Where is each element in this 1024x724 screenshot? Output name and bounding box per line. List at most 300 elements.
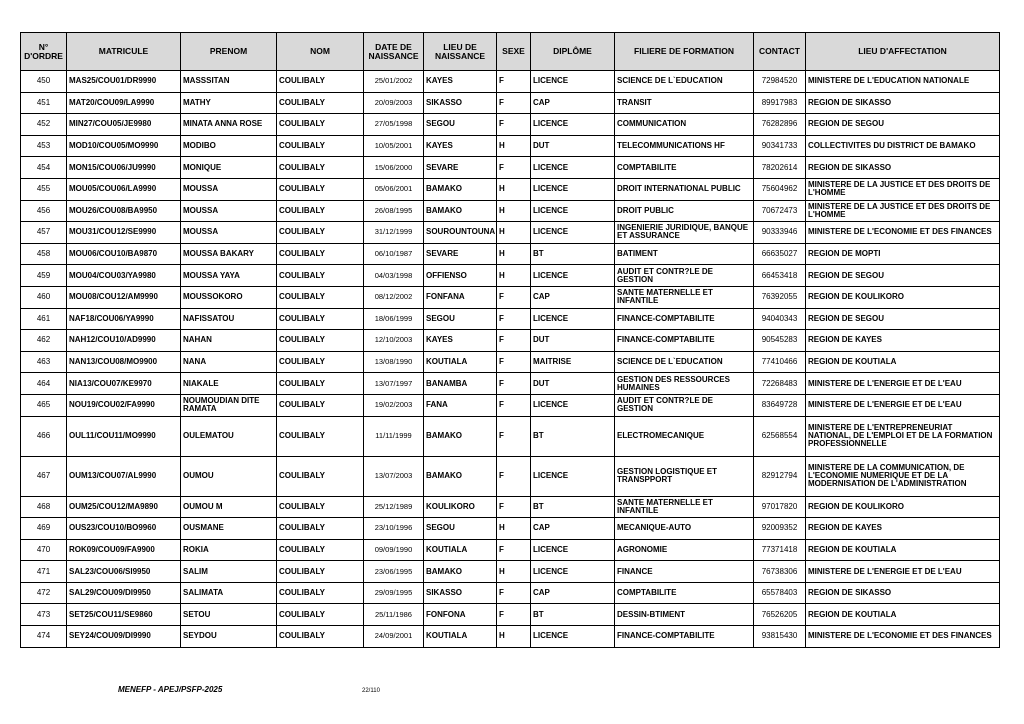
cell-lieu-naissance: BANAMBA [424, 373, 497, 395]
cell-diplome: LICENCE [531, 71, 615, 93]
table-row [21, 308, 1000, 330]
table-row [21, 626, 1000, 648]
cell-prenom: MATHY [181, 92, 277, 114]
cell-filiere: ELECTROMECANIQUE [615, 416, 754, 456]
cell-sexe: H [497, 222, 531, 244]
cell-sexe: F [497, 157, 531, 179]
cell-matricule: OUM25/COU12/MA9890 [67, 496, 181, 518]
cell-matricule: SEY24/COU09/DI9990 [67, 626, 181, 648]
cell-ordre: 457 [21, 222, 67, 244]
cell-lieu-naissance: KAYES [424, 330, 497, 352]
cell-filiere: BATIMENT [615, 243, 754, 265]
cell-nom: COULIBALY [277, 92, 364, 114]
cell-affectation: REGION DE SEGOU [806, 114, 1000, 136]
cell-prenom: OUMOU M [181, 496, 277, 518]
cell-date-naissance: 13/07/2003 [364, 456, 424, 496]
cell-lieu-naissance: SOUROUNTOUNA [424, 222, 497, 244]
cell-filiere: TRANSIT [615, 92, 754, 114]
cell-matricule: MOU05/COU06/LA9990 [67, 178, 181, 200]
cell-nom: COULIBALY [277, 351, 364, 373]
cell-contact: 72984520 [754, 71, 806, 93]
cell-prenom: SEYDOU [181, 626, 277, 648]
cell-matricule: NOU19/COU02/FA9990 [67, 394, 181, 416]
cell-matricule: NAH12/COU10/AD9990 [67, 330, 181, 352]
cell-diplome: DUT [531, 373, 615, 395]
cell-contact: 90333946 [754, 222, 806, 244]
cell-filiere: FINANCE-COMPTABILITE [615, 330, 754, 352]
cell-sexe: F [497, 308, 531, 330]
cell-affectation: REGION DE KAYES [806, 518, 1000, 540]
header-matricule: MATRICULE [67, 33, 181, 71]
cell-matricule: MOU26/COU08/BA9950 [67, 200, 181, 222]
cell-filiere: DROIT INTERNATIONAL PUBLIC [615, 178, 754, 200]
cell-ordre: 452 [21, 114, 67, 136]
cell-ordre: 459 [21, 265, 67, 287]
cell-ordre: 474 [21, 626, 67, 648]
cell-ordre: 450 [21, 71, 67, 93]
table-body [21, 71, 1000, 648]
cell-prenom: MOUSSA [181, 222, 277, 244]
cell-date-naissance: 08/12/2002 [364, 286, 424, 308]
cell-nom: COULIBALY [277, 330, 364, 352]
cell-sexe: H [497, 518, 531, 540]
cell-ordre: 469 [21, 518, 67, 540]
cell-sexe: F [497, 351, 531, 373]
cell-lieu-naissance: SEGOU [424, 114, 497, 136]
cell-matricule: NAN13/COU08/MO9900 [67, 351, 181, 373]
cell-diplome: BT [531, 496, 615, 518]
cell-affectation: MINISTERE DE LA JUSTICE ET DES DROITS DE L'HOMME [806, 178, 1000, 200]
header-prenom: PRENOM [181, 33, 277, 71]
cell-diplome: LICENCE [531, 157, 615, 179]
cell-ordre: 460 [21, 286, 67, 308]
cell-filiere: SCIENCE DE L`EDUCATION [615, 351, 754, 373]
cell-contact: 66453418 [754, 265, 806, 287]
cell-filiere: TELECOMMUNICATIONS HF [615, 135, 754, 157]
table-row [21, 286, 1000, 308]
cell-date-naissance: 24/09/2001 [364, 626, 424, 648]
cell-lieu-naissance: SIKASSO [424, 92, 497, 114]
cell-lieu-naissance: KOUTIALA [424, 626, 497, 648]
cell-prenom: SALIMATA [181, 582, 277, 604]
cell-prenom: MINATA ANNA ROSE [181, 114, 277, 136]
table-row [21, 71, 1000, 93]
cell-diplome: LICENCE [531, 308, 615, 330]
cell-sexe: H [497, 243, 531, 265]
cell-filiere: MECANIQUE-AUTO [615, 518, 754, 540]
cell-matricule: NAF18/COU06/YA9990 [67, 308, 181, 330]
cell-affectation: MINISTERE DE L'ENERGIE ET DE L'EAU [806, 561, 1000, 583]
header-lieu-naissance: LIEU DE NAISSANCE [424, 33, 497, 71]
cell-filiere: DESSIN-BTIMENT [615, 604, 754, 626]
cell-sexe: H [497, 265, 531, 287]
cell-matricule: ROK09/COU09/FA9900 [67, 539, 181, 561]
cell-contact: 77371418 [754, 539, 806, 561]
cell-ordre: 455 [21, 178, 67, 200]
cell-sexe: F [497, 604, 531, 626]
cell-contact: 76392055 [754, 286, 806, 308]
cell-nom: COULIBALY [277, 456, 364, 496]
cell-lieu-naissance: BAMAKO [424, 416, 497, 456]
cell-lieu-naissance: KOULIKORO [424, 496, 497, 518]
cell-matricule: MOU04/COU03/YA9980 [67, 265, 181, 287]
cell-ordre: 454 [21, 157, 67, 179]
cell-date-naissance: 09/09/1990 [364, 539, 424, 561]
cell-matricule: MAS25/COU01/DR9990 [67, 71, 181, 93]
cell-lieu-naissance: KOUTIALA [424, 539, 497, 561]
cell-diplome: CAP [531, 518, 615, 540]
cell-ordre: 458 [21, 243, 67, 265]
cell-prenom: MOUSSA [181, 200, 277, 222]
cell-lieu-naissance: SEGOU [424, 308, 497, 330]
header-sexe: SEXE [497, 33, 531, 71]
cell-lieu-naissance: SEGOU [424, 518, 497, 540]
cell-ordre: 467 [21, 456, 67, 496]
cell-date-naissance: 25/11/1986 [364, 604, 424, 626]
cell-sexe: F [497, 330, 531, 352]
table-row [21, 243, 1000, 265]
cell-prenom: OULEMATOU [181, 416, 277, 456]
cell-affectation: MINISTERE DE L'ENERGIE ET DE L'EAU [806, 394, 1000, 416]
cell-contact: 89917983 [754, 92, 806, 114]
cell-prenom: NAFISSATOU [181, 308, 277, 330]
cell-nom: COULIBALY [277, 496, 364, 518]
cell-filiere: COMPTABILITE [615, 157, 754, 179]
cell-lieu-naissance: BAMAKO [424, 561, 497, 583]
cell-nom: COULIBALY [277, 626, 364, 648]
table-row [21, 561, 1000, 583]
cell-nom: COULIBALY [277, 243, 364, 265]
cell-date-naissance: 04/03/1998 [364, 265, 424, 287]
cell-ordre: 470 [21, 539, 67, 561]
cell-prenom: SETOU [181, 604, 277, 626]
cell-diplome: LICENCE [531, 539, 615, 561]
cell-filiere: COMMUNICATION [615, 114, 754, 136]
cell-nom: COULIBALY [277, 539, 364, 561]
cell-diplome: DUT [531, 330, 615, 352]
cell-diplome: LICENCE [531, 222, 615, 244]
cell-affectation: MINISTERE DE L'EDUCATION NATIONALE [806, 71, 1000, 93]
cell-matricule: MIN27/COU05/JE9980 [67, 114, 181, 136]
table-row [21, 200, 1000, 222]
table-row [21, 135, 1000, 157]
cell-contact: 65578403 [754, 582, 806, 604]
cell-date-naissance: 18/06/1999 [364, 308, 424, 330]
cell-matricule: MOD10/COU05/MO9990 [67, 135, 181, 157]
header-filiere: FILIERE DE FORMATION [615, 33, 754, 71]
cell-diplome: BT [531, 416, 615, 456]
cell-sexe: F [497, 496, 531, 518]
cell-contact: 77410466 [754, 351, 806, 373]
cell-matricule: NIA13/COU07/KE9970 [67, 373, 181, 395]
cell-date-naissance: 25/12/1989 [364, 496, 424, 518]
cell-matricule: OUM13/COU07/AL9990 [67, 456, 181, 496]
cell-diplome: BT [531, 243, 615, 265]
cell-date-naissance: 19/02/2003 [364, 394, 424, 416]
cell-contact: 97017820 [754, 496, 806, 518]
cell-nom: COULIBALY [277, 114, 364, 136]
cell-lieu-naissance: SEVARE [424, 243, 497, 265]
table-row [21, 496, 1000, 518]
cell-affectation: REGION DE KOULIKORO [806, 496, 1000, 518]
cell-diplome: LICENCE [531, 626, 615, 648]
cell-matricule: MAT20/COU09/LA9990 [67, 92, 181, 114]
cell-lieu-naissance: FONFONA [424, 604, 497, 626]
cell-diplome: MAITRISE [531, 351, 615, 373]
cell-nom: COULIBALY [277, 286, 364, 308]
cell-date-naissance: 25/01/2002 [364, 71, 424, 93]
cell-prenom: MASSSITAN [181, 71, 277, 93]
cell-prenom: NANA [181, 351, 277, 373]
cell-filiere: AUDIT ET CONTR?LE DE GESTION [615, 394, 754, 416]
cell-affectation: REGION DE SIKASSO [806, 582, 1000, 604]
cell-date-naissance: 27/05/1998 [364, 114, 424, 136]
cell-diplome: CAP [531, 286, 615, 308]
table-row [21, 518, 1000, 540]
cell-prenom: MOUSSA YAYA [181, 265, 277, 287]
cell-filiere: FINANCE-COMPTABILITE [615, 626, 754, 648]
cell-contact: 83649728 [754, 394, 806, 416]
cell-nom: COULIBALY [277, 604, 364, 626]
cell-affectation: MINISTERE DE L'ENTREPRENEURIAT NATIONAL, DE L'EMPLOI ET DE LA FORMATION PROFESSIONNELLE [806, 416, 1000, 456]
cell-ordre: 471 [21, 561, 67, 583]
cell-matricule: SAL23/COU06/SI9950 [67, 561, 181, 583]
cell-diplome: LICENCE [531, 456, 615, 496]
cell-ordre: 463 [21, 351, 67, 373]
cell-diplome: LICENCE [531, 561, 615, 583]
cell-matricule: SAL29/COU09/DI9950 [67, 582, 181, 604]
cell-affectation: MINISTERE DE L'ECONOMIE ET DES FINANCES [806, 222, 1000, 244]
cell-ordre: 472 [21, 582, 67, 604]
cell-affectation: COLLECTIVITES DU DISTRICT DE BAMAKO [806, 135, 1000, 157]
cell-date-naissance: 10/05/2001 [364, 135, 424, 157]
cell-date-naissance: 12/10/2003 [364, 330, 424, 352]
cell-affectation: REGION DE SIKASSO [806, 157, 1000, 179]
cell-prenom: MOUSSA [181, 178, 277, 200]
cell-date-naissance: 13/08/1990 [364, 351, 424, 373]
cell-affectation: REGION DE SEGOU [806, 308, 1000, 330]
cell-diplome: CAP [531, 92, 615, 114]
cell-filiere: FINANCE [615, 561, 754, 583]
cell-ordre: 451 [21, 92, 67, 114]
cell-date-naissance: 11/11/1999 [364, 416, 424, 456]
cell-filiere: AGRONOMIE [615, 539, 754, 561]
cell-contact: 76282896 [754, 114, 806, 136]
cell-diplome: CAP [531, 582, 615, 604]
cell-ordre: 466 [21, 416, 67, 456]
cell-filiere: COMPTABILITE [615, 582, 754, 604]
cell-diplome: LICENCE [531, 265, 615, 287]
cell-date-naissance: 05/06/2001 [364, 178, 424, 200]
cell-contact: 90341733 [754, 135, 806, 157]
cell-diplome: LICENCE [531, 200, 615, 222]
cell-prenom: SALIM [181, 561, 277, 583]
cell-date-naissance: 15/06/2000 [364, 157, 424, 179]
cell-sexe: H [497, 561, 531, 583]
cell-sexe: F [497, 539, 531, 561]
table-row [21, 351, 1000, 373]
cell-contact: 94040343 [754, 308, 806, 330]
cell-affectation: MINISTERE DE L'ENERGIE ET DE L'EAU [806, 373, 1000, 395]
cell-filiere: AUDIT ET CONTR?LE DE GESTION [615, 265, 754, 287]
cell-affectation: MINISTERE DE L'ECONOMIE ET DES FINANCES [806, 626, 1000, 648]
table-row [21, 157, 1000, 179]
cell-sexe: F [497, 394, 531, 416]
cell-contact: 92009352 [754, 518, 806, 540]
cell-filiere: SANTE MATERNELLE ET INFANTILE [615, 286, 754, 308]
cell-diplome: LICENCE [531, 394, 615, 416]
cell-nom: COULIBALY [277, 416, 364, 456]
cell-contact: 90545283 [754, 330, 806, 352]
cell-contact: 62568554 [754, 416, 806, 456]
cell-nom: COULIBALY [277, 200, 364, 222]
cell-contact: 72268483 [754, 373, 806, 395]
header-contact: CONTACT [754, 33, 806, 71]
cell-prenom: MONIQUE [181, 157, 277, 179]
table-row [21, 456, 1000, 496]
cell-nom: COULIBALY [277, 71, 364, 93]
cell-lieu-naissance: BAMAKO [424, 200, 497, 222]
cell-lieu-naissance: KAYES [424, 71, 497, 93]
cell-diplome: DUT [531, 135, 615, 157]
cell-filiere: GESTION LOGISTIQUE ET TRANSPPORT [615, 456, 754, 496]
header-date-naissance: DATE DE NAISSANCE [364, 33, 424, 71]
cell-affectation: MINISTERE DE LA JUSTICE ET DES DROITS DE L'HOMME [806, 200, 1000, 222]
cell-affectation: REGION DE SEGOU [806, 265, 1000, 287]
cell-sexe: F [497, 582, 531, 604]
cell-prenom: OUMOU [181, 456, 277, 496]
cell-diplome: BT [531, 604, 615, 626]
cell-nom: COULIBALY [277, 135, 364, 157]
table-row [21, 582, 1000, 604]
cell-matricule: MOU31/COU12/SE9990 [67, 222, 181, 244]
footer-reference: MENEFP - APEJ/PSFP-2025 [118, 685, 223, 694]
cell-lieu-naissance: BAMAKO [424, 456, 497, 496]
cell-nom: COULIBALY [277, 582, 364, 604]
cell-matricule: OUS23/COU10/BO9960 [67, 518, 181, 540]
cell-affectation: REGION DE KAYES [806, 330, 1000, 352]
cell-filiere: GESTION DES RESSOURCES HUMAINES [615, 373, 754, 395]
cell-lieu-naissance: FONFANA [424, 286, 497, 308]
cell-contact: 66635027 [754, 243, 806, 265]
cell-prenom: NIAKALE [181, 373, 277, 395]
cell-nom: COULIBALY [277, 561, 364, 583]
cell-ordre: 468 [21, 496, 67, 518]
cell-lieu-naissance: KAYES [424, 135, 497, 157]
cell-date-naissance: 29/09/1995 [364, 582, 424, 604]
cell-sexe: F [497, 456, 531, 496]
cell-lieu-naissance: SEVARE [424, 157, 497, 179]
cell-prenom: MOUSSA BAKARY [181, 243, 277, 265]
cell-prenom: NAHAN [181, 330, 277, 352]
cell-prenom: MODIBO [181, 135, 277, 157]
cell-matricule: MON15/COU06/JU9990 [67, 157, 181, 179]
cell-nom: COULIBALY [277, 308, 364, 330]
cell-sexe: F [497, 286, 531, 308]
table-row [21, 265, 1000, 287]
cell-contact: 70672473 [754, 200, 806, 222]
cell-nom: COULIBALY [277, 518, 364, 540]
cell-ordre: 456 [21, 200, 67, 222]
cell-nom: COULIBALY [277, 222, 364, 244]
table-row [21, 394, 1000, 416]
cell-affectation: REGION DE KOUTIALA [806, 604, 1000, 626]
cell-date-naissance: 26/08/1995 [364, 200, 424, 222]
cell-ordre: 453 [21, 135, 67, 157]
affectation-table [20, 32, 1000, 648]
cell-affectation: REGION DE SIKASSO [806, 92, 1000, 114]
header-nom: NOM [277, 33, 364, 71]
cell-lieu-naissance: OFFIENSO [424, 265, 497, 287]
cell-sexe: H [497, 135, 531, 157]
cell-date-naissance: 20/09/2003 [364, 92, 424, 114]
cell-lieu-naissance: SIKASSO [424, 582, 497, 604]
table-row [21, 373, 1000, 395]
cell-filiere: INGENIERIE JURIDIQUE, BANQUE ET ASSURANCE [615, 222, 754, 244]
table-row [21, 114, 1000, 136]
cell-date-naissance: 23/06/1995 [364, 561, 424, 583]
cell-ordre: 464 [21, 373, 67, 395]
cell-ordre: 473 [21, 604, 67, 626]
cell-contact: 75604962 [754, 178, 806, 200]
cell-nom: COULIBALY [277, 157, 364, 179]
cell-diplome: LICENCE [531, 114, 615, 136]
page-number: 22/110 [362, 688, 380, 694]
cell-affectation: REGION DE KOUTIALA [806, 539, 1000, 561]
cell-sexe: F [497, 71, 531, 93]
table-row [21, 178, 1000, 200]
cell-matricule: SET25/COU11/SE9860 [67, 604, 181, 626]
cell-nom: COULIBALY [277, 373, 364, 395]
cell-diplome: LICENCE [531, 178, 615, 200]
cell-filiere: DROIT PUBLIC [615, 200, 754, 222]
cell-sexe: H [497, 200, 531, 222]
header-row [21, 33, 1000, 71]
cell-affectation: MINISTERE DE LA COMMUNICATION, DE L'ECONOMIE NUMERIQUE ET DE LA MODERNISATION DE L'ADMINISTRATION [806, 456, 1000, 496]
cell-lieu-naissance: BAMAKO [424, 178, 497, 200]
cell-sexe: F [497, 92, 531, 114]
header-diplome: DIPLÔME [531, 33, 615, 71]
cell-date-naissance: 31/12/1999 [364, 222, 424, 244]
cell-prenom: MOUSSOKORO [181, 286, 277, 308]
cell-affectation: REGION DE KOULIKORO [806, 286, 1000, 308]
table-row [21, 539, 1000, 561]
cell-filiere: SCIENCE DE L`EDUCATION [615, 71, 754, 93]
cell-matricule: MOU06/COU10/BA9870 [67, 243, 181, 265]
cell-filiere: FINANCE-COMPTABILITE [615, 308, 754, 330]
table-row [21, 330, 1000, 352]
cell-prenom: NOUMOUDIAN DITE RAMATA [181, 394, 277, 416]
table-row [21, 604, 1000, 626]
cell-date-naissance: 13/07/1997 [364, 373, 424, 395]
header-ordre: N° D'ORDRE [21, 33, 67, 71]
cell-nom: COULIBALY [277, 265, 364, 287]
cell-sexe: F [497, 114, 531, 136]
cell-matricule: MOU08/COU12/AM9990 [67, 286, 181, 308]
cell-lieu-naissance: KOUTIALA [424, 351, 497, 373]
table-row [21, 92, 1000, 114]
cell-filiere: SANTE MATERNELLE ET INFANTILE [615, 496, 754, 518]
table-row [21, 222, 1000, 244]
cell-ordre: 465 [21, 394, 67, 416]
cell-date-naissance: 06/10/1987 [364, 243, 424, 265]
header-affectation: LIEU D'AFFECTATION [806, 33, 1000, 71]
cell-contact: 82912794 [754, 456, 806, 496]
cell-lieu-naissance: FANA [424, 394, 497, 416]
cell-sexe: H [497, 178, 531, 200]
cell-nom: COULIBALY [277, 394, 364, 416]
cell-contact: 76526205 [754, 604, 806, 626]
